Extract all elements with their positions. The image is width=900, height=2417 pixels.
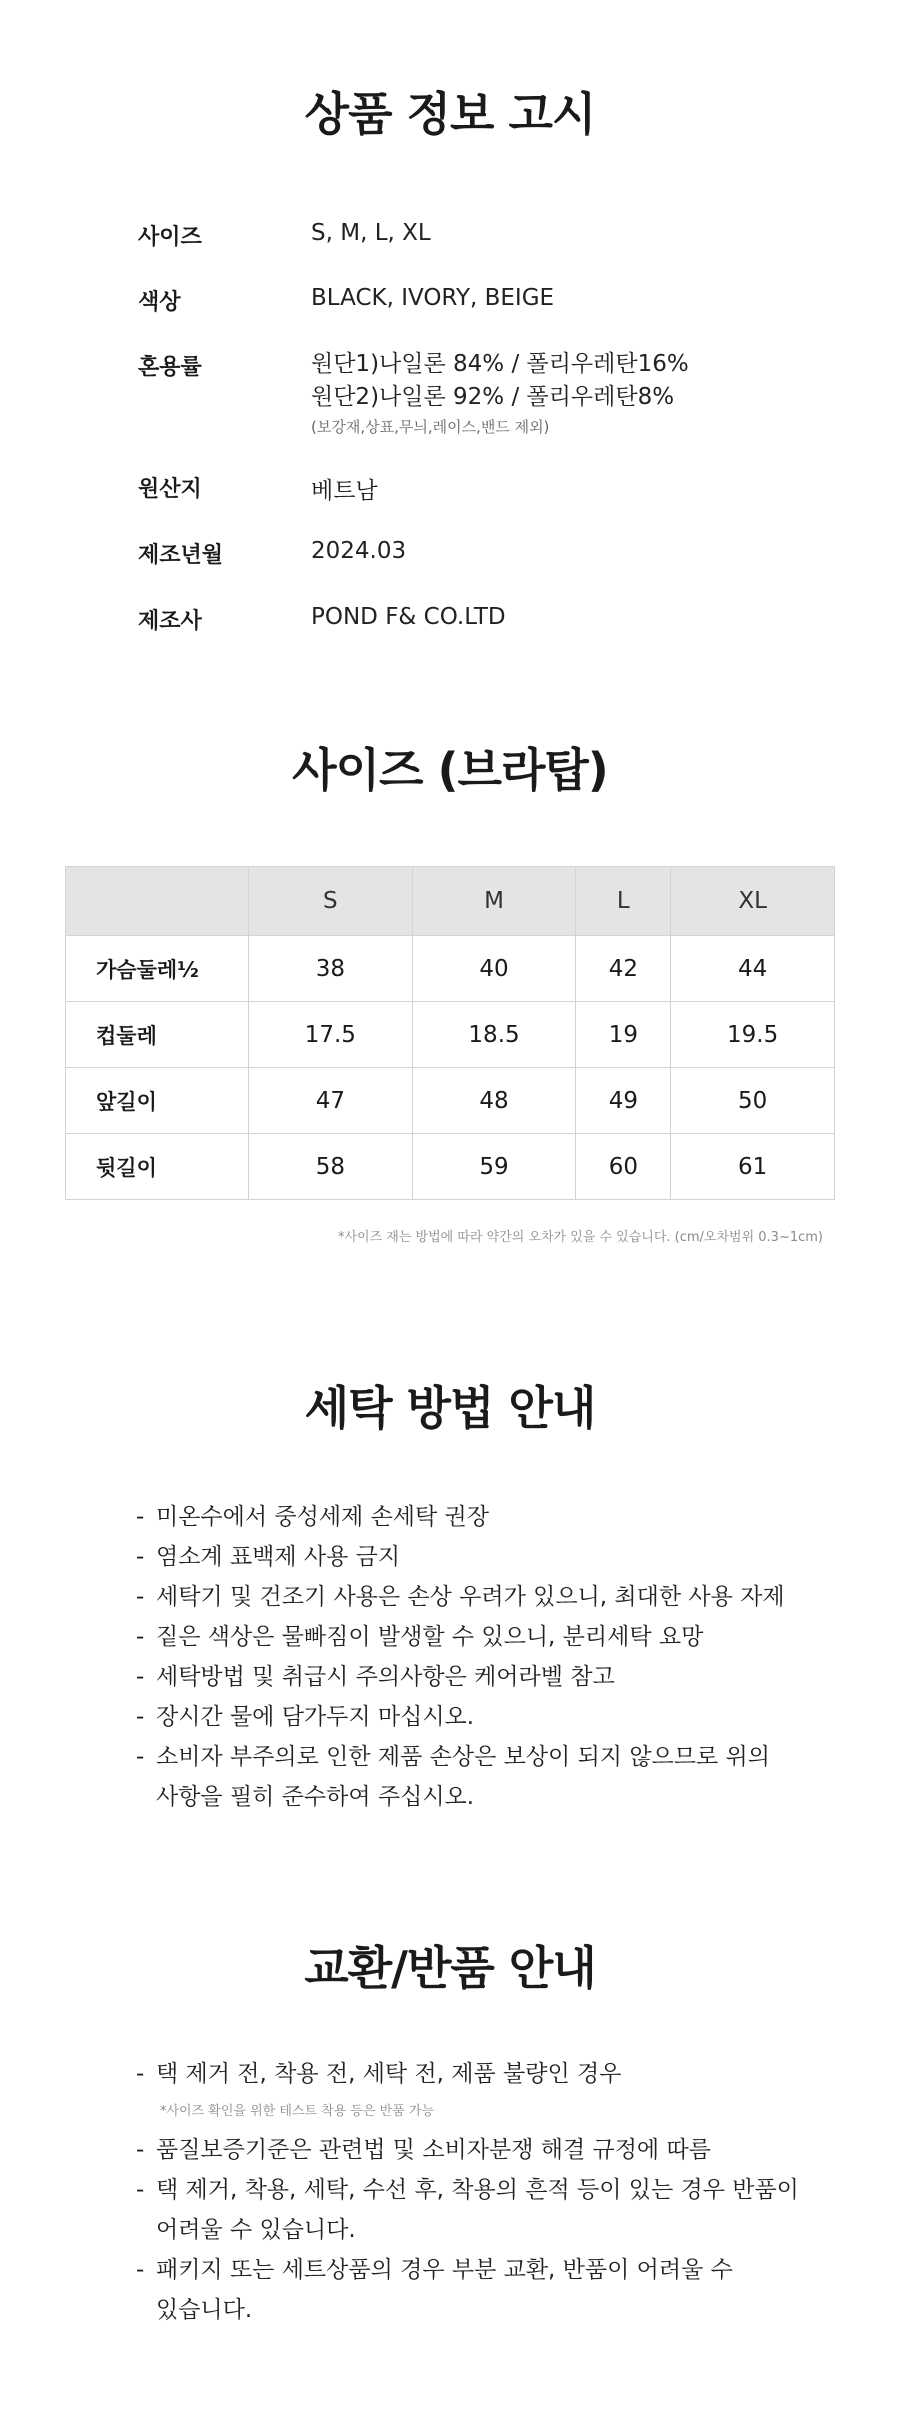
list-item bbox=[136, 1577, 785, 1617]
table-cell: 50 bbox=[671, 1068, 835, 1134]
row-label: 컵둘레 bbox=[66, 1002, 249, 1068]
info-row-size bbox=[0, 220, 900, 260]
info-label: 혼용률 bbox=[138, 355, 202, 380]
washing-title: 세탁 방법 안내 bbox=[304, 1381, 596, 1435]
list-item bbox=[136, 1657, 785, 1697]
header-cell-empty bbox=[66, 867, 249, 936]
table-cell: 49 bbox=[576, 1068, 671, 1134]
list-item-text: 장시간 물에 담가두지 마십시오. bbox=[156, 1704, 475, 1730]
list-item bbox=[136, 2170, 799, 2210]
row-label: 가슴둘레½ bbox=[66, 936, 249, 1002]
list-item bbox=[136, 1737, 785, 1777]
info-label: 제조사 bbox=[138, 609, 202, 634]
list-item-text: 세탁방법 및 취급시 주의사항은 케어라벨 참고 bbox=[156, 1664, 615, 1690]
list-item-text: 품질보증기준은 관련법 및 소비자분쟁 해결 규정에 따름 bbox=[156, 2137, 711, 2163]
size-table bbox=[65, 866, 835, 1200]
material-note: (보강재,상표,무늬,레이스,밴드 제외) bbox=[311, 418, 550, 436]
table-cell: 17.5 bbox=[249, 1002, 413, 1068]
list-item-text: 염소계 표백제 사용 금지 bbox=[156, 1544, 401, 1570]
info-label: 색상 bbox=[138, 290, 181, 315]
list-item bbox=[136, 2054, 799, 2130]
table-cell: 61 bbox=[671, 1134, 835, 1200]
header-cell-l: L bbox=[576, 867, 671, 936]
info-value: 2024.03 bbox=[311, 538, 407, 564]
list-item-text: 패키지 또는 세트상품의 경우 부분 교환, 반품이 어려울 수 bbox=[156, 2257, 733, 2283]
header-cell-xl: XL bbox=[671, 867, 835, 936]
info-label: 원산지 bbox=[138, 477, 202, 502]
list-item-text: 세탁기 및 건조기 사용은 손상 우려가 있으니, 최대한 사용 자제 bbox=[156, 1584, 785, 1610]
exchange-title: 교환/반품 안내 bbox=[304, 1941, 596, 1995]
table-cell: 19.5 bbox=[671, 1002, 835, 1068]
list-item bbox=[136, 1497, 785, 1537]
dash-bullet: - bbox=[136, 1544, 145, 1570]
info-row-color bbox=[0, 285, 900, 325]
header-cell-s: S bbox=[249, 867, 413, 936]
table-cell: 60 bbox=[576, 1134, 671, 1200]
info-value: 베트남 bbox=[311, 478, 378, 504]
product-info-title: 상품 정보 고시 bbox=[304, 87, 596, 141]
washing-list bbox=[136, 1497, 785, 1817]
material-line-1: 원단1)나일론 84% / 폴리우레탄16% bbox=[311, 351, 689, 377]
table-row bbox=[66, 1002, 835, 1068]
list-item-text: 짙은 색상은 물빠짐이 발생할 수 있으니, 분리세탁 요망 bbox=[156, 1624, 704, 1650]
info-value: S, M, L, XL bbox=[311, 220, 431, 246]
list-item bbox=[136, 2130, 799, 2170]
size-table-note: *사이즈 재는 방법에 따라 약간의 오차가 있을 수 있습니다. (cm/오차범위 0.3~1cm) bbox=[337, 1230, 823, 1245]
list-item-text: 미온수에서 중성세제 손세탁 권장 bbox=[156, 1504, 489, 1530]
list-item-subnote: *사이즈 확인을 위한 테스트 착용 등은 반품 가능 bbox=[160, 2104, 435, 2119]
table-row bbox=[66, 1134, 835, 1200]
info-row-manufacturer bbox=[0, 604, 900, 644]
list-item-text: 택 제거 전, 착용 전, 세탁 전, 제품 불량인 경우 bbox=[156, 2061, 622, 2087]
list-item bbox=[136, 1697, 785, 1737]
list-item-continuation bbox=[136, 1777, 785, 1817]
list-item-text: 소비자 부주의로 인한 제품 손상은 보상이 되지 않으므로 위의 bbox=[156, 1744, 770, 1770]
table-cell: 18.5 bbox=[412, 1002, 576, 1068]
list-item-text: 사항을 필히 준수하여 주십시오. bbox=[156, 1784, 475, 1810]
info-row-material bbox=[0, 348, 900, 448]
table-cell: 44 bbox=[671, 936, 835, 1002]
header-cell-m: M bbox=[412, 867, 576, 936]
dash-bullet: - bbox=[136, 1744, 145, 1770]
info-label: 사이즈 bbox=[138, 225, 202, 250]
info-label: 제조년월 bbox=[138, 543, 224, 568]
table-cell: 47 bbox=[249, 1068, 413, 1134]
table-cell: 59 bbox=[412, 1134, 576, 1200]
dash-bullet: - bbox=[136, 2177, 145, 2203]
table-cell: 19 bbox=[576, 1002, 671, 1068]
dash-bullet: - bbox=[136, 1584, 145, 1610]
size-chart-title: 사이즈 (브라탑) bbox=[292, 743, 608, 797]
list-item bbox=[136, 1537, 785, 1577]
table-row bbox=[66, 1068, 835, 1134]
dash-bullet: - bbox=[136, 1624, 145, 1650]
info-value-material bbox=[311, 348, 689, 440]
material-line-2: 원단2)나일론 92% / 폴리우레탄8% bbox=[311, 384, 675, 410]
table-cell: 48 bbox=[412, 1068, 576, 1134]
table-cell: 38 bbox=[249, 936, 413, 1002]
dash-bullet: - bbox=[136, 1504, 145, 1530]
dash-bullet: - bbox=[136, 2061, 145, 2087]
dash-bullet: - bbox=[136, 2257, 145, 2283]
exchange-list bbox=[136, 2054, 799, 2330]
info-row-origin bbox=[0, 472, 900, 512]
table-cell: 40 bbox=[412, 936, 576, 1002]
dash-bullet: - bbox=[136, 1664, 145, 1690]
dash-bullet: - bbox=[136, 2137, 145, 2163]
table-row bbox=[66, 936, 835, 1002]
list-item-text: 어려울 수 있습니다. bbox=[156, 2217, 356, 2243]
dash-bullet: - bbox=[136, 1704, 145, 1730]
list-item bbox=[136, 2250, 799, 2290]
list-item-text: 있습니다. bbox=[156, 2297, 253, 2323]
list-item-text: 택 제거, 착용, 세탁, 수선 후, 착용의 흔적 등이 있는 경우 반품이 bbox=[156, 2177, 799, 2203]
list-item bbox=[136, 1617, 785, 1657]
list-item-continuation bbox=[136, 2210, 799, 2250]
row-label: 뒷길이 bbox=[66, 1134, 249, 1200]
info-value: POND F& CO.LTD bbox=[311, 604, 506, 630]
info-row-manufacture-date bbox=[0, 538, 900, 578]
table-cell: 42 bbox=[576, 936, 671, 1002]
table-cell: 58 bbox=[249, 1134, 413, 1200]
list-item-continuation bbox=[136, 2290, 799, 2330]
info-value: BLACK, IVORY, BEIGE bbox=[311, 285, 555, 311]
size-table-header bbox=[66, 867, 835, 936]
row-label: 앞길이 bbox=[66, 1068, 249, 1134]
